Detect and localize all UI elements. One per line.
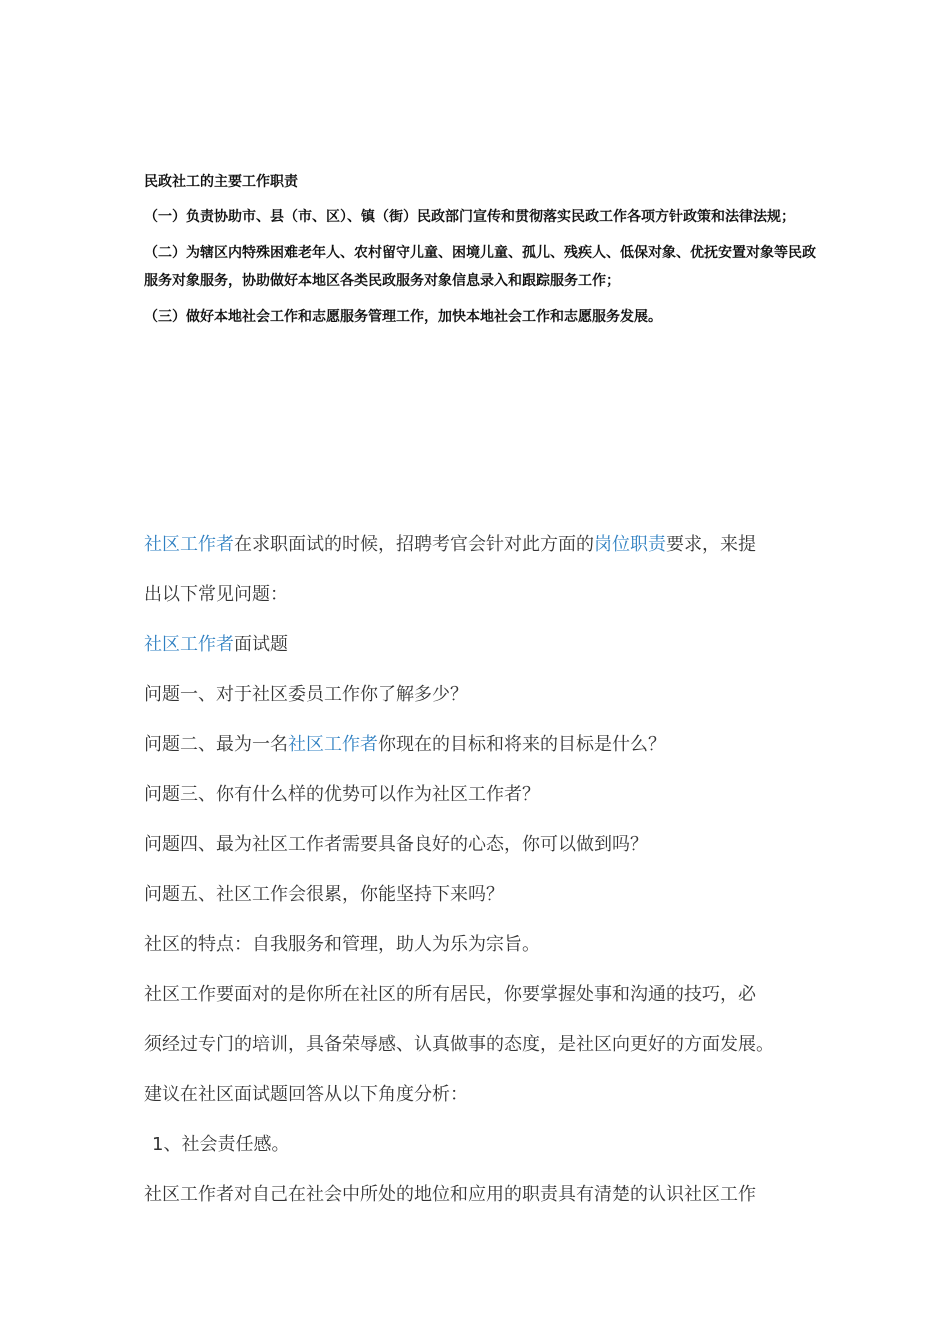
link-community-worker-q2[interactable]: 社区工作者 bbox=[288, 734, 378, 755]
question-2-pre: 问题二、最为一名 bbox=[144, 734, 288, 755]
community-feature: 社区的特点：自我服务和管理，助人为乐为宗旨。 bbox=[144, 934, 540, 955]
link-community-worker[interactable]: 社区工作者 bbox=[144, 534, 234, 555]
advice-line: 建议在社区面试题回答从以下角度分析： bbox=[144, 1084, 468, 1105]
last-line: 社区工作者对自己在社会中所处的地位和应用的职责具有清楚的认识社区工作 bbox=[144, 1184, 756, 1205]
point-1: 1、社会责任感。 bbox=[152, 1134, 290, 1155]
link-community-worker-heading[interactable]: 社区工作者 bbox=[144, 634, 234, 655]
intro-paragraph-line-2: 出以下常见问题： bbox=[144, 584, 288, 605]
paragraph-1-line-2: 须经过专门的培训，具备荣辱感、认真做事的态度，是社区向更好的方面发展。 bbox=[144, 1034, 774, 1055]
question-3: 问题三、你有什么样的优势可以作为社区工作者？ bbox=[144, 784, 540, 805]
duties-section bbox=[144, 171, 824, 339]
link-job-duties[interactable]: 岗位职责 bbox=[594, 534, 666, 555]
question-2 bbox=[144, 720, 834, 770]
paragraph-1-line-1: 社区工作要面对的是你所在社区的所有居民，你要掌握处事和沟通的技巧，必 bbox=[144, 984, 756, 1005]
intro-text-1: 在求职面试的时候，招聘考官会针对此方面的 bbox=[234, 534, 594, 555]
interview-section bbox=[144, 520, 834, 1220]
duty-item-2: （二）为辖区内特殊困难老年人、农村留守儿童、困境儿童、孤儿、残疾人、低保对象、优抚安置对象等民政服务对象服务，协助做好本地区各类民政服务对象信息录入和跟踪服务工作； bbox=[144, 245, 816, 289]
question-4: 问题四、最为社区工作者需要具备良好的心态，你可以做到吗？ bbox=[144, 834, 648, 855]
intro-paragraph-line-1 bbox=[144, 520, 834, 570]
duty-item-1: （一）负责协助市、县（市、区）、镇（街）民政部门宣传和贯彻落实民政工作各项方针政策和法律法规； bbox=[144, 209, 795, 225]
interview-heading bbox=[144, 620, 834, 670]
question-1: 问题一、对于社区委员工作你了解多少？ bbox=[144, 684, 468, 705]
question-5: 问题五、社区工作会很累，你能坚持下来吗？ bbox=[144, 884, 504, 905]
duty-item-3: （三）做好本地社会工作和志愿服务管理工作，加快本地社会工作和志愿服务发展。 bbox=[144, 309, 662, 325]
intro-text-2: 要求，来提 bbox=[666, 534, 756, 555]
heading-rest: 面试题 bbox=[234, 634, 288, 655]
question-2-post: 你现在的目标和将来的目标是什么？ bbox=[378, 734, 666, 755]
section-title: 民政社工的主要工作职责 bbox=[144, 174, 298, 190]
